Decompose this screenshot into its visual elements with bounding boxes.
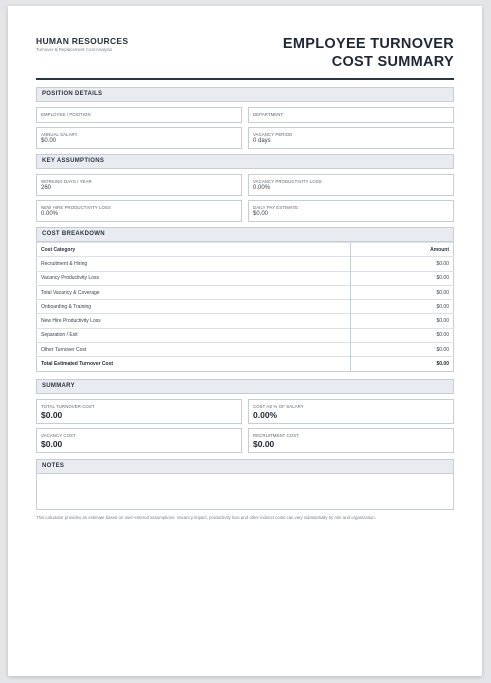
total-turnover-cost-box [36,399,242,424]
row-amount: $0.00 [351,343,454,357]
row-category: Other Turnover Cost [37,343,351,357]
org-subtitle: Turnover & Replacement Cost Analysis [36,47,113,52]
header-divider [36,78,454,80]
summary-row-2 [36,428,454,453]
vacancy-cost-box [36,428,242,453]
table-row [37,328,454,342]
section-key-assumptions: KEY ASSUMPTIONS [36,154,454,169]
vacancy-cost-value: $0.00 [41,438,63,449]
row-amount: $0.00 [351,314,454,328]
annual-salary-field[interactable] [36,127,242,149]
table-row [37,314,454,328]
table-row [37,285,454,299]
disclaimer-text: This calculator provides an estimate based on user-entered assumptions. Vacancy impact, productivity loss and other indirect costs can vary substantially by role and organization. [36,514,376,520]
working-days-value: 260 [41,185,52,191]
org-name: HUMAN RESOURCES [36,36,129,46]
cost-pct-salary-label: COST AS % OF SALARY [253,403,304,409]
table-row [37,271,454,285]
assumptions-row-2 [36,200,454,222]
title-line-1: EMPLOYEE TURNOVER [282,36,454,52]
position-row-2 [36,127,454,149]
employee-position-label: EMPLOYEE / POSITION [41,112,91,117]
row-amount: $0.00 [351,328,454,342]
row-category: Recruitment & Hiring [37,257,351,271]
total-label: Total Estimated Turnover Cost [37,357,351,371]
document-page [8,6,482,676]
position-row-1 [36,107,454,123]
row-category: Separation / Exit [37,328,351,342]
row-amount: $0.00 [351,257,454,271]
working-days-label: WORKING DAYS / YEAR [41,179,92,184]
daily-pay-estimate-value: $0.00 [253,211,269,217]
vacancy-productivity-loss-field[interactable] [248,174,454,196]
title-line-2: COST SUMMARY [331,53,454,70]
row-category: New Hire Productivity Loss [37,314,351,328]
vacancy-productivity-loss-label: VACANCY PRODUCTIVITY LOSS [253,179,322,184]
daily-pay-estimate-label: DAILY PAY ESTIMATE [253,205,299,210]
vacancy-period-label: VACANCY PERIOD [253,132,293,137]
page-content [36,30,454,520]
total-amount: $0.00 [351,357,454,371]
recruitment-cost-value: $0.00 [253,438,275,449]
vacancy-cost-label: VACANCY COST [41,432,76,438]
new-hire-productivity-loss-field[interactable] [36,200,242,222]
section-notes: NOTES [36,459,454,474]
section-position-details: POSITION DETAILS [36,87,454,102]
table-header-row [37,243,454,257]
document-title [283,36,454,71]
total-turnover-cost-value: $0.00 [41,409,63,420]
section-summary: SUMMARY [36,379,454,394]
total-row [37,357,454,371]
employee-position-field[interactable] [36,107,242,123]
cost-breakdown-table [36,242,454,372]
new-hire-productivity-loss-label: NEW HIRE PRODUCTIVITY LOSS [41,205,111,210]
table-row [37,300,454,314]
total-turnover-cost-label: TOTAL TURNOVER COST [41,403,95,409]
notes-textarea[interactable] [36,474,454,510]
cost-pct-salary-value: 0.00% [253,409,278,420]
new-hire-productivity-loss-value: 0.00% [41,211,59,217]
row-amount: $0.00 [351,285,454,299]
row-category: Vacancy Productivity Loss [37,271,351,285]
annual-salary-value: $0.00 [41,138,57,144]
annual-salary-label: ANNUAL SALARY [41,132,78,137]
recruitment-cost-box [248,428,454,453]
summary-row-1 [36,399,454,424]
column-header-category: Cost Category [37,243,351,257]
cost-pct-salary-box [248,399,454,424]
organization-block [36,36,128,52]
department-label: DEPARTMENT [253,112,284,117]
vacancy-period-field[interactable] [248,127,454,149]
row-category: Onboarding & Training [37,300,351,314]
vacancy-period-value: 0 days [253,138,271,144]
column-header-amount: Amount [351,243,454,257]
daily-pay-estimate-field[interactable] [248,200,454,222]
table-row [37,343,454,357]
recruitment-cost-label: RECRUITMENT COST [253,432,299,438]
department-field[interactable] [248,107,454,123]
vacancy-productivity-loss-value: 0.00% [253,185,271,191]
working-days-field[interactable] [36,174,242,196]
row-category: Total Vacancy & Coverage [37,285,351,299]
row-amount: $0.00 [351,271,454,285]
document-header [36,30,454,76]
section-cost-breakdown: COST BREAKDOWN [36,227,454,242]
assumptions-row-1 [36,174,454,196]
row-amount: $0.00 [351,300,454,314]
table-row [37,257,454,271]
